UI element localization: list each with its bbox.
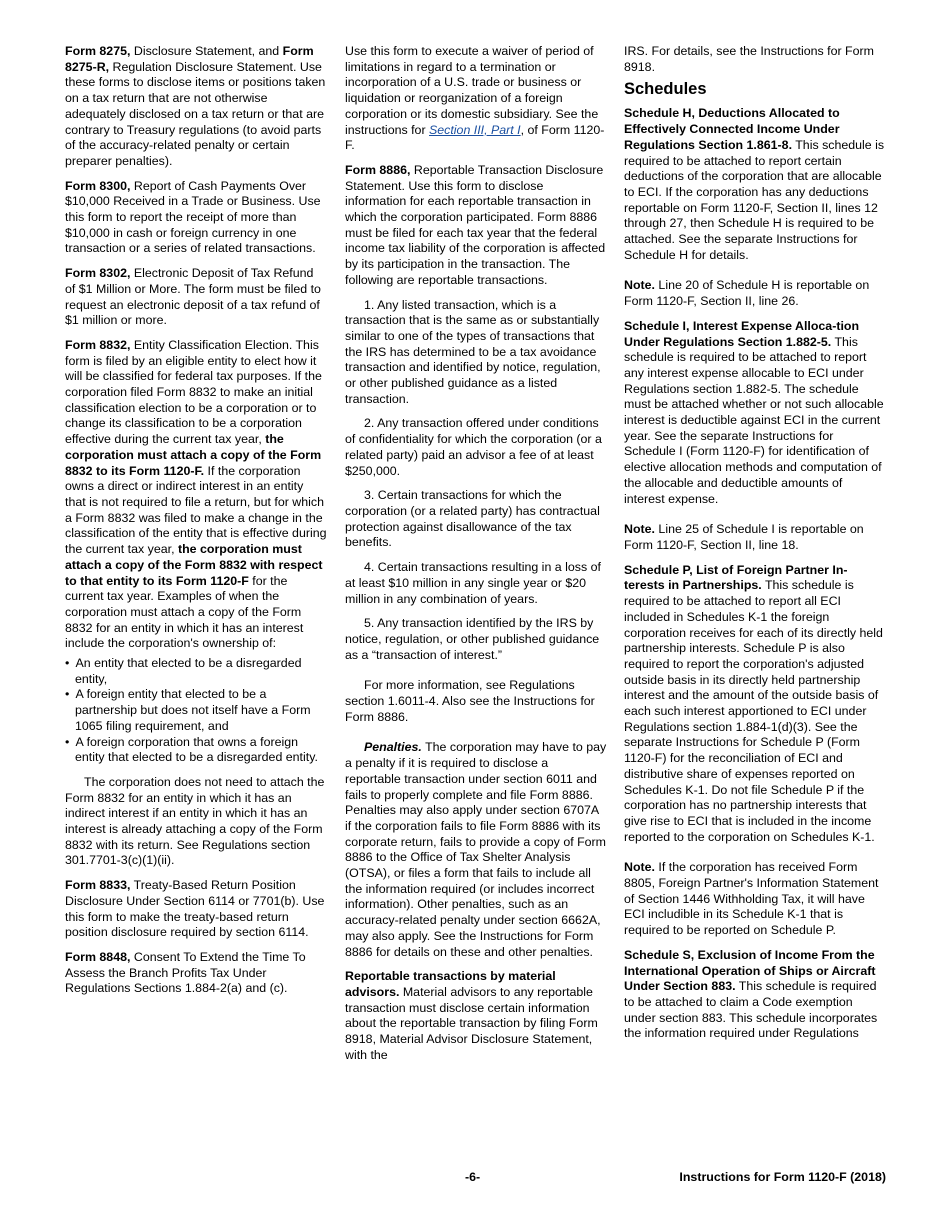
penalties-paragraph: Penalties. The corporation may have to pay a penalty if it is required to disclose a reportable transaction under section 6011 and fails to properly complete and file Form 8886. Penalties may also apply under section 6707A if the corporation fails to file Form 8886 with its corporate return, fails to provide a copy of Form 8886 to the Office of Tax Shelter Analysis (OTSA), or files a form that fails to include all the information required (or includes incorrect information). Other penalties, such as an accuracy-related penalty under section 6662A, may also apply. See the Instructions for Form 8886 for details on these and other penalties.: [345, 740, 607, 959]
schedules-heading: Schedules: [624, 80, 707, 99]
schedule-p-paragraph: Schedule P, List of Foreign Partner In-terests in Partnerships. This schedule is required to be attached to report all ECI included in Schedules K-1 the foreign corporation receives for each of its directly held partnership interests. Schedule P is also required to report the corporation's adjusted outside basis in its directly held partnership interest and the amount of the outside basis of each such interest apportioned to ECI under Regulations section 1.884-1(d)(3). See the separate Instructions for Schedule P (Form 1120-F) for the reconciliation of ECI and distributive share of expenses reported on Schedules K-1. Do not file Schedule P if the corporation has no partnership interests that give rise to ECI that is included in the income reported to the corporation on Schedules K-1.: [624, 562, 883, 844]
column-2: [345, 44, 607, 1072]
column-1: [65, 44, 327, 1006]
reportable-item-3: 3. Certain transactions for which the corporation (or a related party) has contractual protection against disallowance of the tax benefits.: [345, 488, 600, 550]
schedule-p-note: Note. If the corporation has received Form 8805, Foreign Partner's Information Statement of Section 1446 Withholding Tax, it will have ECI includible in its Schedule K-1 that is required to be reported on Schedule P.: [624, 860, 879, 938]
form-8833-paragraph: Form 8833, Treaty-Based Return Position Disclosure Under Section 6114 or 7701(b). Use this form to make the treaty-based return position disclosure required by section 6114.: [65, 878, 325, 940]
indirect-interest-paragraph: The corporation does not need to attach the Form 8832 for an entity in which it has an indirect interest if an entity in which it has an interest is already attaching a copy of the Form 8832 with its return. See Regulations section 301.7701-3(c)(1)(ii).: [65, 774, 325, 868]
form-8832-paragraph: Form 8832, Entity Classification Election. This form is filed by an eligible entity to elect how it will be classified for federal tax purposes. If the corporation filed Form 8832 to make an initial classification election to be a corporation or to change its classification to be a corporation effective during the current tax year, the corporation must attach a copy of the Form 8832 to its Form 1120-F. If the corporation owns a direct or indirect interest in an entity that is not required to file a return, but for which a Form 8832 was filed to make a change in the classification of the entity that is effective during the current tax year, the corporation must attach a copy of the Form 8832 with respect to that entity to its Form 1120-F for the current tax year. Examples of when the corporation must attach a copy of the Form 8832 for an entity in which it has an interest include the corporation's ownership of:: [65, 337, 327, 651]
form-8302-paragraph: Form 8302, Electronic Deposit of Tax Refund of $1 Million or More. The form must be filed to request an electronic deposit of a tax refund of $1 million or more.: [65, 266, 321, 328]
reportable-item-5: 5. Any transaction identified by the IRS by notice, regulation, or other published guidance as a “transaction of interest.”: [345, 616, 600, 662]
bullet-item: • An entity that elected to be a disregarded entity,: [65, 656, 302, 686]
section-iii-part-i-link[interactable]: Section III, Part I: [429, 122, 521, 137]
schedule-i-paragraph: Schedule I, Interest Expense Alloca-tion Under Regulations Section 1.882-5. This schedule is required to be attached to report any interest expense allocable to ECI under Regulations section 1.882-5. The schedule must be attached whether or not such allocable interest is deductible against ECI in the current year. See the separate Instructions for Schedule I (Form 1120-F) for identification of elective allocation methods and computation of the allocable and deductible amounts of interest expense.: [624, 318, 884, 506]
waiver-paragraph: Use this form to execute a waiver of period of limitations in regard to a termination or incorporation of a U.S. trade or business or liquidation or reorganization of a foreign corporation or its domestic subsidiary. See the instructions for Section III, Part I, of Form 1120-F.: [345, 44, 605, 153]
schedule-i-note: Note. Line 25 of Schedule I is reportable on Form 1120-F, Section II, line 18.: [624, 522, 864, 552]
more-info-paragraph: For more information, see Regulations section 1.6011-4. Also see the Instructions for Form 8886.: [345, 678, 595, 724]
form-8275-paragraph: Form 8275, Disclosure Statement, and Form 8275-R, Regulation Disclosure Statement. Use these forms to disclose items or positions taken on a tax return that are not otherwise adequately disclosed on a tax return or that are contrary to Treasury regulations (to avoid parts of the accuracy-related penalty or certain preparer penalties).: [65, 44, 326, 168]
material-advisors-paragraph: Reportable transactions by material advisors. Material advisors to any reportable transaction must disclose certain information about the reportable transaction by filing Form 8918, Material Advisor Disclosure Statement, with the: [345, 969, 598, 1062]
form-8848-paragraph: Form 8848, Consent To Extend the Time To Assess the Branch Profits Tax Under Regulations Sections 1.884-2(a) and (c).: [65, 949, 306, 996]
schedule-h-paragraph: Schedule H, Deductions Allocated to Effectively Connected Income Under Regulations Section 1.861-8. This schedule is required to be attached to report certain deductions of the corporation that are allocable to ECI. If the corporation has any deductions reportable on Form 1120-F, Section II, lines 12 through 27, then Schedule H is required to be attached. See the separate Instructions for Schedule H for details.: [624, 106, 885, 262]
bullet-item: • A foreign entity that elected to be a partnership but does not itself have a Form 1065 filing requirement, and: [65, 687, 311, 733]
form-8918-continuation: IRS. For details, see the Instructions for Form 8918.: [624, 44, 874, 74]
schedule-s-paragraph: Schedule S, Exclusion of Income From the International Operation of Ships or Aircraft Under Section 883. This schedule is required to be attached to claim a Code exemption under section 883. This schedule incorporates the information required under Regulations: [624, 947, 878, 1041]
form-8886-paragraph: Form 8886, Reportable Transaction Disclosure Statement. Use this form to disclose information for each reportable transaction in which the corporation participated. Form 8886 must be filed for each tax year that the federal income tax liability of the corporation is affected by its participation in the transaction. The following are reportable transactions.: [345, 162, 606, 287]
reportable-item-1: 1. Any listed transaction, which is a transaction that is the same as or substantially similar to one of the types of transactions that the IRS has determined to be a tax avoidance transaction and identified by notice, regulation, or other published guidance as a listed transaction.: [345, 297, 601, 406]
schedule-h-note: Note. Line 20 of Schedule H is reportable on Form 1120-F, Section II, line 26.: [624, 278, 870, 309]
bullet-item: • A foreign corporation that owns a foreign entity that elected to be a disregarded entity.: [65, 734, 318, 765]
reportable-item-2: 2. Any transaction offered under conditions of confidentiality for which the corporation (or a related party) paid an advisor a fee of at least $250,000.: [345, 416, 602, 478]
column-3: [624, 44, 886, 1051]
form-8300-paragraph: Form 8300, Report of Cash Payments Over $10,000 Received in a Trade or Business. Use this form to report the receipt of more than $10,000 in cash or foreign currency in one transaction or a series of related transactions.: [65, 178, 321, 256]
page-number: -6-: [465, 1170, 481, 1184]
reportable-item-4: 4. Certain transactions resulting in a loss of at least $10 million in any single year or $20 million in any combination of years.: [345, 560, 601, 606]
footer-form-title: Instructions for Form 1120-F (2018): [679, 1170, 886, 1184]
